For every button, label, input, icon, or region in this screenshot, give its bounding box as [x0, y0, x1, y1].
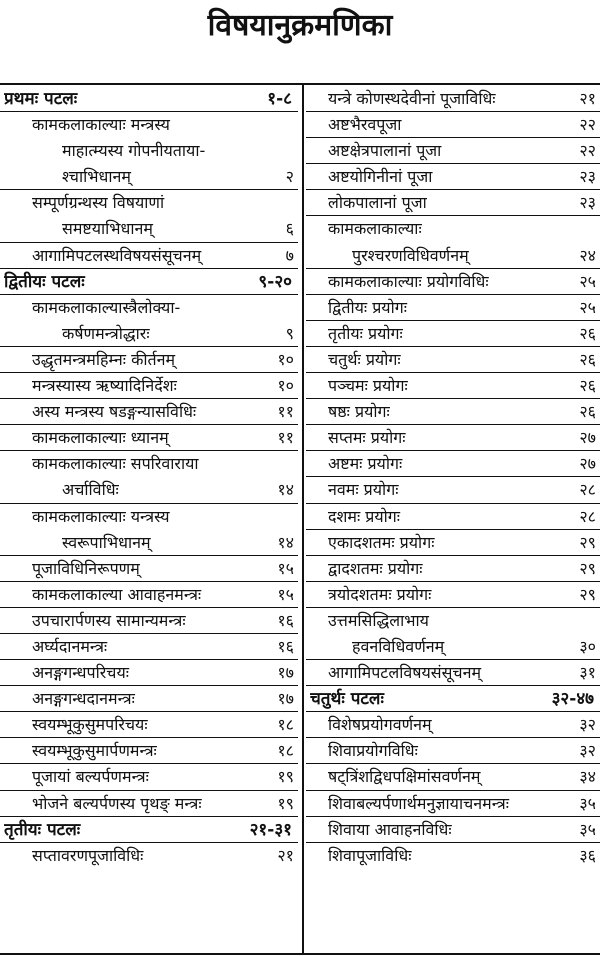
toc-entry — [306, 190, 600, 216]
toc-page-number: २१ — [579, 89, 596, 108]
toc-entry — [0, 477, 298, 503]
top-rule — [0, 83, 600, 85]
toc-entry — [306, 634, 600, 660]
toc-entry-text: अर्चाविधिः — [62, 480, 119, 500]
toc-entry — [0, 504, 298, 530]
toc-page-number: २२ — [579, 115, 596, 135]
toc-entry-text: कर्षणमन्त्रोद्धारः — [62, 323, 150, 343]
chapter-heading — [0, 86, 298, 112]
toc-page-number: १९ — [277, 767, 294, 787]
toc-entry — [0, 843, 298, 869]
toc-page-number: ३० — [579, 636, 596, 656]
toc-entry — [0, 582, 298, 608]
toc-entry-text: अनङ्गगन्धपरिचयः — [32, 663, 129, 683]
toc-page-number: १६ — [277, 610, 294, 630]
toc-entry-text: एकादशतमः प्रयोगः — [328, 532, 435, 552]
toc-right-column — [306, 86, 600, 953]
toc-page-number: २५ — [579, 271, 596, 291]
toc-entry-text: शिवाप्रयोगविधिः — [328, 741, 418, 761]
toc-entry — [0, 791, 298, 817]
toc-entry — [306, 347, 600, 373]
toc-entry — [306, 608, 600, 634]
toc-page-number: २८ — [579, 506, 596, 526]
toc-page-number: १७ — [277, 663, 294, 683]
toc-entry — [0, 295, 298, 321]
toc-entry-text: तृतीयः प्रयोगः — [328, 323, 403, 343]
toc-entry-text: षष्ठः प्रयोगः — [328, 402, 390, 422]
toc-entry — [306, 425, 600, 451]
toc-entry — [0, 764, 298, 790]
toc-page-number: २२ — [579, 141, 596, 161]
toc-page-number: ११ — [277, 402, 294, 422]
toc-entry — [0, 190, 298, 216]
toc-entry — [306, 269, 600, 295]
toc-entry — [0, 660, 298, 686]
chapter-heading — [0, 269, 298, 295]
chapter-heading — [0, 817, 298, 843]
toc-entry-text: यन्त्रे कोणस्थदेवीनां पूजाविधिः — [328, 89, 496, 108]
toc-page-number: १४ — [277, 532, 294, 552]
toc-page-number: २८ — [579, 480, 596, 500]
bottom-rule — [0, 953, 600, 955]
toc-entry-text: चतुर्थः प्रयोगः — [328, 349, 401, 369]
toc-entry — [306, 138, 600, 164]
toc-entry — [0, 451, 298, 477]
toc-entry-text: अष्टभैरवपूजा — [328, 115, 402, 135]
toc-page-number: १४ — [277, 480, 294, 500]
toc-entry-text: कामकलाकाल्याः प्रयोगविधिः — [328, 271, 489, 291]
toc-entry-text: कामकलाकाल्या आवाहनमन्त्रः — [32, 584, 202, 604]
toc-entry-text: द्वितीयः प्रयोगः — [328, 297, 407, 317]
toc-entry-text: आगामिपटलस्थविषयसंसूचनम् — [32, 245, 202, 265]
toc-page-number: २५ — [579, 297, 596, 317]
toc-entry — [306, 504, 600, 530]
toc-page-number: २१-३१ — [249, 819, 292, 840]
toc-entry-text: द्वादशतमः प्रयोगः — [328, 558, 423, 578]
toc-entry-text: अष्टयोगिनीनां पूजा — [328, 167, 433, 187]
toc-page-number: १८ — [277, 741, 294, 761]
toc-entry — [0, 556, 298, 582]
toc-page-number: २६ — [579, 349, 596, 369]
toc-entry-text: श्चाभिधानम् — [62, 167, 131, 187]
toc-page-number: ३१ — [579, 663, 596, 683]
toc-entry-text: द्वितीयः पटलः — [4, 271, 85, 292]
toc-page-number: २९ — [579, 558, 596, 578]
toc-page-number: ७ — [285, 245, 294, 265]
toc-entry-text: शिवाबल्यर्पणार्थमनुज्ञायाचनमन्त्रः — [328, 793, 509, 813]
toc-page-number: ६ — [285, 219, 294, 239]
toc-page-number: २९ — [579, 584, 596, 604]
toc-page-number: १७ — [277, 689, 294, 709]
toc-entry-text: कामकलाकाल्याः मन्त्रस्य — [32, 115, 170, 135]
toc-entry — [0, 686, 298, 712]
toc-entry-text: समष्टयाभिधानम् — [62, 219, 153, 239]
toc-page-number: १० — [277, 349, 294, 369]
toc-entry-text: अष्टक्षेत्रपालानां पूजा — [328, 141, 442, 161]
toc-entry-text: स्वयम्भूकुसुमार्पणमन्त्रः — [32, 741, 157, 761]
toc-entry-text: चतुर्थः पटलः — [310, 689, 384, 710]
toc-entry-text: अर्घ्यदानमन्त्रः — [32, 636, 108, 656]
toc-entry-text: प्रथमः पटलः — [4, 89, 78, 109]
toc-entry-text: तृतीयः पटलः — [4, 819, 81, 840]
toc-entry-text: उपचारार्पणस्य सामान्यमन्त्रः — [32, 610, 186, 630]
toc-entry-text: सप्तावरणपूजाविधिः — [32, 845, 144, 865]
toc-page-number: २ — [285, 167, 294, 187]
toc-entry-text: भोजने बल्यर्पणस्य पृथङ् मन्त्रः — [32, 793, 202, 813]
toc-page-number: ३२ — [579, 715, 596, 735]
toc-page-number: १-८ — [267, 89, 292, 109]
toc-page-number: ३२ — [579, 741, 596, 761]
toc-entry — [0, 164, 298, 190]
toc-page-number: २६ — [579, 323, 596, 343]
toc-entry — [0, 321, 298, 347]
toc-entry — [306, 817, 600, 843]
toc-page-number: १५ — [277, 584, 294, 604]
toc-page-number: २७ — [579, 428, 596, 448]
toc-entry-text: शिवाया आवाहनविधिः — [328, 819, 452, 839]
toc-entry — [306, 738, 600, 764]
toc-entry-text: पूजायां बल्यर्पणमन्त्रः — [32, 767, 149, 787]
toc-entry — [306, 477, 600, 503]
toc-entry-text: कामकलाकाल्याः यन्त्रस्य — [32, 506, 170, 526]
toc-entry — [306, 243, 600, 269]
toc-entry-text: हवनविधिवर्णनम् — [352, 636, 445, 656]
toc-entry-text: कामकलाकाल्यास्त्रैलोक्या- — [32, 297, 181, 317]
toc-entry — [0, 138, 298, 164]
toc-entry-text: कामकलाकाल्याः सपरिवाराया — [32, 454, 199, 474]
toc-page-number: ३५ — [579, 819, 596, 839]
toc-page-number: ३५ — [579, 793, 596, 813]
page-title: विषयानुक्रमणिका — [207, 8, 393, 43]
toc-entry-text: स्वयम्भूकुसुमपरिचयः — [32, 715, 148, 735]
toc-entry — [306, 112, 600, 138]
toc-page-number: ३६ — [579, 845, 596, 865]
toc-entry — [0, 425, 298, 451]
toc-entry — [0, 530, 298, 556]
toc-page-number: १० — [277, 376, 294, 396]
toc-entry-text: स्वरूपाभिधानम् — [62, 532, 151, 552]
toc-entry-text: उत्तमसिद्धिलाभाय — [328, 610, 429, 630]
toc-page-number: २३ — [579, 193, 596, 213]
toc-entry — [306, 764, 600, 790]
toc-entry — [0, 634, 298, 660]
toc-page-number: ११ — [277, 428, 294, 448]
toc-page-number: २४ — [579, 245, 596, 265]
toc-page-number: ३२-४७ — [551, 689, 594, 710]
toc-page-number: १६ — [277, 636, 294, 656]
toc-entry-text: पूजाविधिनिरूपणम् — [32, 558, 140, 578]
toc-page-number: २९ — [579, 532, 596, 552]
chapter-heading — [306, 686, 600, 712]
toc-entry — [306, 399, 600, 425]
toc-entry-text: कामकलाकाल्याः ध्यानम् — [32, 428, 169, 448]
toc-entry — [0, 712, 298, 738]
toc-entry-text: लोकपालानां पूजा — [328, 193, 427, 213]
toc-entry — [306, 712, 600, 738]
toc-entry-text: उद्धृतमन्त्रमहिम्नः कीर्तनम् — [32, 349, 176, 369]
toc-entry — [306, 216, 600, 242]
toc-entry — [306, 556, 600, 582]
toc-entry-text: माहात्म्यस्य गोपनीयताया- — [62, 141, 206, 161]
toc-entry — [306, 295, 600, 321]
toc-entry — [0, 112, 298, 138]
toc-entry — [0, 738, 298, 764]
column-divider — [302, 83, 304, 953]
toc-entry-text: अनङ्गगन्धदानमन्त्रः — [32, 689, 135, 709]
toc-entry-text: त्रयोदशतमः प्रयोगः — [328, 584, 432, 604]
toc-entry — [306, 321, 600, 347]
toc-entry-text: पञ्चमः प्रयोगः — [328, 376, 408, 396]
toc-entry-text: दशमः प्रयोगः — [328, 506, 401, 526]
toc-entry-text: पुरश्चरणविधिवर्णनम् — [352, 245, 469, 265]
toc-page-number: २७ — [579, 454, 596, 474]
toc-page-number: ९-२० — [258, 271, 292, 292]
toc-entry — [0, 608, 298, 634]
toc-entry-text: सप्तमः प्रयोगः — [328, 428, 406, 448]
toc-entry — [306, 373, 600, 399]
toc-entry — [306, 582, 600, 608]
toc-entry — [306, 530, 600, 556]
toc-entry-text: अस्य मन्त्रस्य षडङ्गन्यासविधिः — [32, 402, 197, 422]
toc-entry — [0, 347, 298, 373]
toc-page-number: १८ — [277, 715, 294, 735]
toc-entry — [306, 451, 600, 477]
toc-entry-text: कामकलाकाल्याः — [328, 219, 422, 239]
toc-page-number: ३४ — [579, 767, 596, 787]
toc-entry — [306, 164, 600, 190]
toc-entry — [306, 86, 600, 112]
toc-page-number: ९ — [285, 323, 294, 343]
toc-page-number: १९ — [277, 793, 294, 813]
toc-entry — [0, 243, 298, 269]
toc-page-number: १५ — [277, 558, 294, 578]
toc-page-number: २६ — [579, 402, 596, 422]
toc-entry — [306, 660, 600, 686]
toc-page-number: २३ — [579, 167, 596, 187]
toc-entry — [0, 373, 298, 399]
toc-entry-text: विशेषप्रयोगवर्णनम् — [328, 715, 432, 735]
toc-entry-text: सम्पूर्णग्रन्थस्य विषयाणां — [32, 193, 165, 213]
toc-left-column — [0, 86, 298, 953]
toc-entry-text: शिवापूजाविधिः — [328, 845, 412, 865]
toc-entry — [306, 791, 600, 817]
toc-entry-text: नवमः प्रयोगः — [328, 480, 399, 500]
toc-entry-text: मन्त्रस्यास्य ऋष्यादिनिर्देशः — [32, 376, 177, 396]
toc-entry — [0, 399, 298, 425]
toc-page-number: २६ — [579, 376, 596, 396]
toc-entry — [306, 843, 600, 869]
toc-entry-text: अष्टमः प्रयोगः — [328, 454, 403, 474]
toc-entry-text: षट्त्रिंशद्विधपक्षिमांसवर्णनम् — [328, 767, 481, 787]
toc-page-number: २१ — [277, 845, 294, 865]
toc-entry-text: आगामिपटलविषयसंसूचनम् — [328, 663, 482, 683]
toc-entry — [0, 216, 298, 242]
